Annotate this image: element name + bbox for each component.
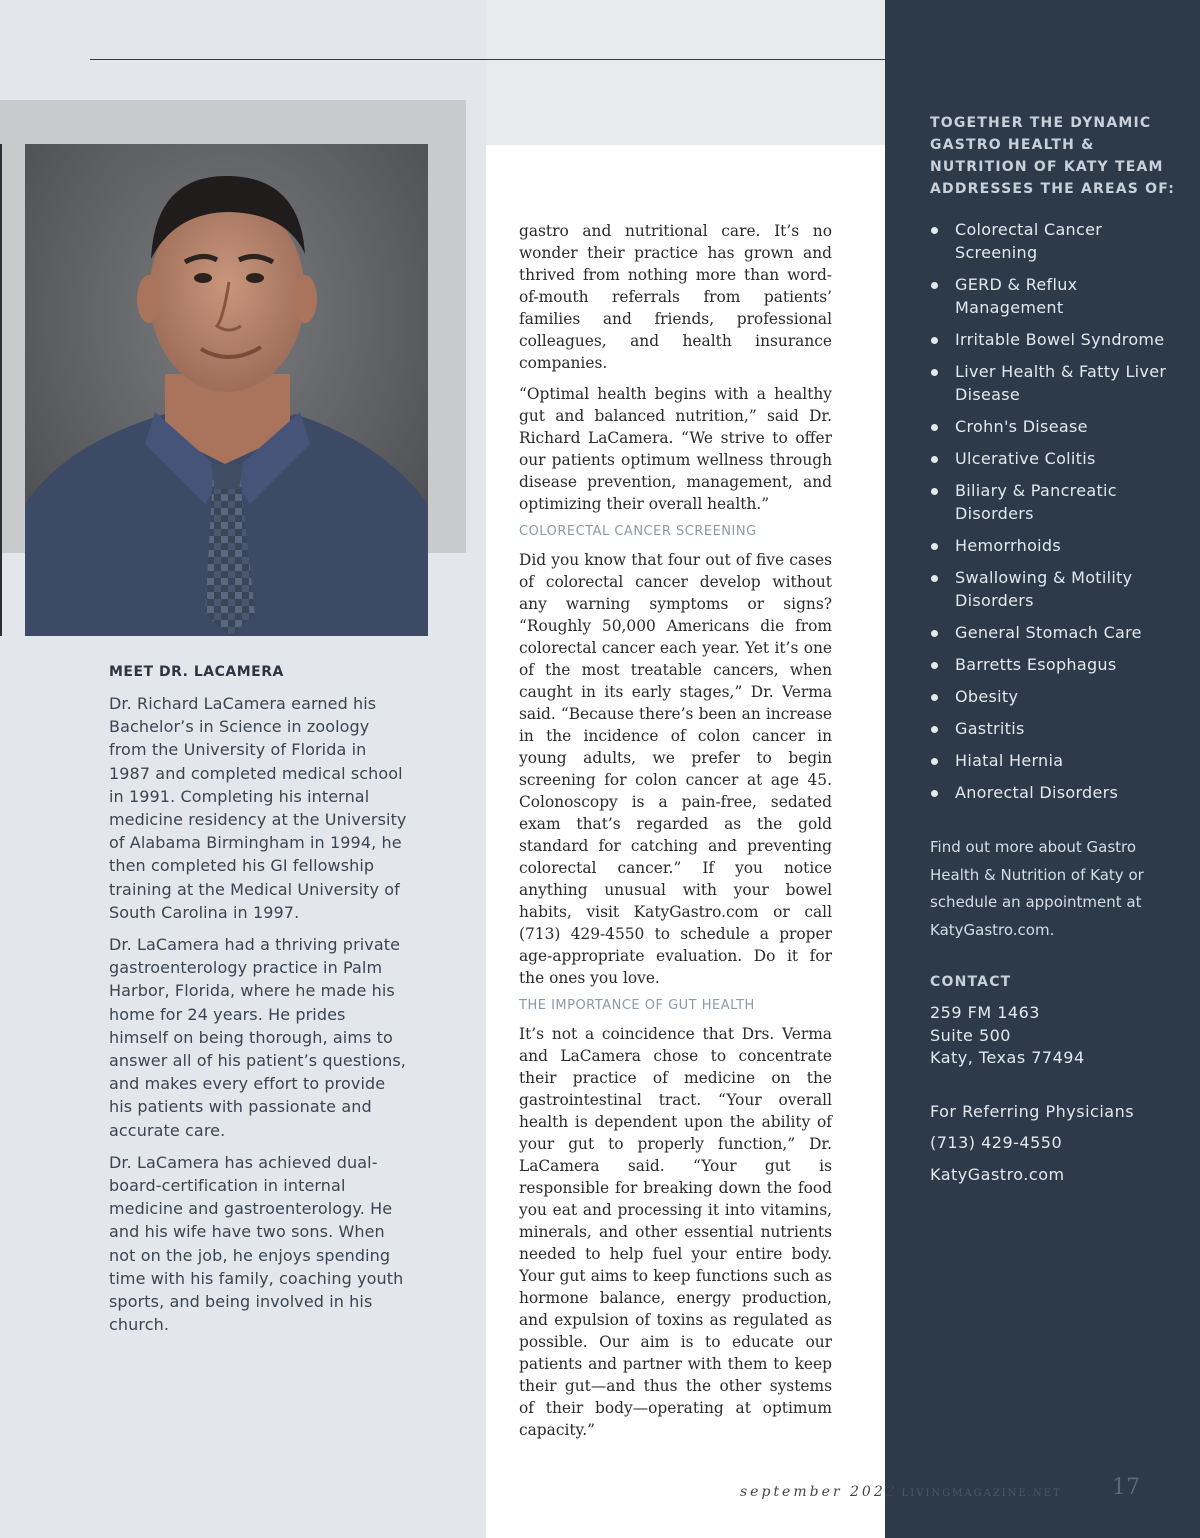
meet-paragraph-3: Dr. LaCamera has achieved dual-board-certification in internal medicine and gastroenterology. He and his wife have two sons. When not on the job, he enjoys spending time with his family, coaching youth sports, and being involved in his church. xyxy=(109,1152,404,1335)
list-item: Colorectal Cancer Screening xyxy=(930,218,1180,264)
issue-date: september 2022 xyxy=(740,1484,898,1500)
section-text-gut-health: It’s not a coincidence that Drs. Verma and LaCamera chose to concentrate their practice of medicine on the gastrointestinal tract. “Your overall health is dependent upon the ability of your gut to properly function,” Dr. LaCamera said. “Your gut is responsible for breaking down the food you eat and processing it into vitamins, minerals, and other essential nutrients needed to help fuel your entire body. Your gut aims to keep functions such as hormone balance, energy production, and expulsion of toxins as regulated as possible. Our aim is to educate our patients and partner with them to keep their gut—and thus the other systems of their body—operating at optimum capacity.” xyxy=(519,1025,832,1439)
address xyxy=(930,1002,1180,1070)
find-out-more: Find out more about Gastro Health & Nutrition of Katy or schedule an appointment at KatyGastro.com. xyxy=(930,838,1144,939)
address-line-1: 259 FM 1463 xyxy=(930,1003,1040,1022)
address-line-2: Suite 500 xyxy=(930,1025,1011,1045)
section-text-screening: Did you know that four out of five cases of colorectal cancer develop without any warning symptoms or signs? “Roughly 50,000 Americans die from colorectal cancer each year. Yet it’s one of the most treatable cancers, when caught in its early stages,” Dr. Verma said. “Because there’s been an increase in the incidence of colon cancer in young adults, we prefer to begin screening for colon cancer at age 45. Colonoscopy is a pain-free, sedated exam that’s regarded as the gold standard for catching and preventing colorectal cancer.” If you notice anything unusual with your bowel habits, visit KatyGastro.com or call (713) 429-4550 to schedule a proper age-appropriate evaluation. Do it for the ones you love. xyxy=(519,551,832,987)
contact-heading: CONTACT xyxy=(930,974,1012,990)
list-item: Ulcerative Colitis xyxy=(930,447,1180,470)
article-column xyxy=(519,220,832,1450)
magazine-brand: LIVINGMAGAZINE.NET xyxy=(901,1488,1062,1499)
website-link[interactable]: KatyGastro.com xyxy=(930,1164,1065,1184)
phone-number[interactable]: (713) 429-4550 xyxy=(930,1133,1063,1152)
list-item: Swallowing & Motility Disorders xyxy=(930,566,1180,612)
footer xyxy=(740,1484,1062,1500)
article-intro-1: gastro and nutritional care. It’s no wonder their practice has grown and thrived from nothing more than word-of-mouth referrals from patients’ families and friends, professional colleagues, and health insurance companies. xyxy=(519,222,832,372)
list-item: Hemorrhoids xyxy=(930,534,1180,557)
list-item: Obesity xyxy=(930,685,1180,708)
list-item: General Stomach Care xyxy=(930,621,1180,644)
meet-paragraph-1: Dr. Richard LaCamera earned his Bachelor’s in Science in zoology from the University of Florida in 1987 and completed medical school in 1991. Completing his internal medicine residency at the University of Alabama Birmingham in 1994, he then completed his GI fellowship training at the Medical University of South Carolina in 1997. xyxy=(109,694,407,922)
address-line-3: Katy, Texas 77494 xyxy=(930,1048,1085,1067)
meet-paragraph-2: Dr. LaCamera had a thriving private gastroenterology practice in Palm Harbor, Florida, where he made his home for 24 years. He prides himself on being thorough, aims to answer all of his patient’s questions, and makes every effort to provide his patients with passionate and accurate care. xyxy=(109,935,406,1140)
list-item: Barretts Esophagus xyxy=(930,653,1180,676)
sidebar xyxy=(930,112,1180,1195)
page-number: 17 xyxy=(1112,1475,1140,1500)
sidebar-heading: TOGETHER THE DYNAMIC GASTRO HEALTH & NUTRITION OF KATY TEAM ADDRESSES THE AREAS OF: xyxy=(930,115,1176,197)
meet-heading: MEET DR. LACAMERA xyxy=(109,664,284,680)
list-item: Anorectal Disorders xyxy=(930,781,1180,804)
list-item: Biliary & Pancreatic Disorders xyxy=(930,479,1180,525)
top-rule xyxy=(90,59,885,60)
mid-top-background xyxy=(486,0,885,145)
list-item: GERD & Reflux Management xyxy=(930,273,1180,319)
photo-edge xyxy=(0,144,2,636)
article-intro-2: “Optimal health begins with a healthy gut and balanced nutrition,” said Dr. Richard LaCamera. “We strive to offer our patients optimum wellness through disease prevention, management, and optimizing their overall health.” xyxy=(519,385,832,513)
areas-list xyxy=(930,218,1180,804)
list-item: Hiatal Hernia xyxy=(930,749,1180,772)
list-item: Liver Health & Fatty Liver Disease xyxy=(930,360,1180,406)
list-item: Irritable Bowel Syndrome xyxy=(930,328,1180,351)
list-item: Crohn's Disease xyxy=(930,415,1180,438)
meet-doctor-section xyxy=(109,664,409,1345)
section-heading-screening: COLORECTAL CANCER SCREENING xyxy=(519,524,757,539)
doctor-portrait xyxy=(25,144,428,636)
section-heading-gut-health: THE IMPORTANCE OF GUT HEALTH xyxy=(519,998,755,1013)
referring-physicians: For Referring Physicians xyxy=(930,1101,1135,1121)
list-item: Gastritis xyxy=(930,717,1180,740)
